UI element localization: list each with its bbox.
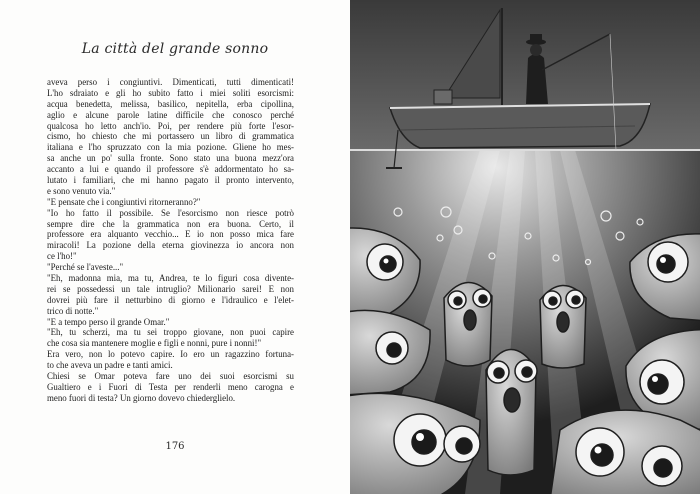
text-line: trico di notte.": [47, 305, 99, 316]
page-number: 176: [165, 441, 185, 452]
text-line: sempre dire che la grammatica non era buona. Certo, il: [47, 218, 294, 229]
text-line: dovrei più fare il netturbino di giorno e l'idraulico e l'elet-: [47, 294, 294, 305]
body-text: [47, 77, 294, 404]
illustration-page: [350, 0, 700, 494]
text-line: Era vero, non lo potevo capire. Io ero un ragazzino fortuna-: [47, 349, 294, 360]
running-head: La città del grande sonno: [81, 41, 269, 57]
text-line: Gualtiero e i Fuori di Testa per renderli meno carogna e: [47, 381, 294, 392]
text-line: "Io ho fatto il possibile. Se l'esorcismo non riesce potrò: [47, 207, 294, 218]
illustration-fish-and-boat: [350, 0, 700, 494]
text-line: "Eh, tu scherzi, ma tu sei troppo giovane, non puoi capire: [47, 327, 294, 338]
text-line: ce l'ho!": [47, 251, 77, 262]
text-line: cismo, ho chiesto che mi portassero un libro di grammatica: [47, 131, 294, 142]
text-line: meno fuori di testa? Un giorno dovevo chiederglielo.: [47, 392, 236, 403]
text-line: qualcosa ho letto anch'io. Poi, per rendere più forte l'esor-: [47, 120, 294, 131]
fish: [540, 285, 586, 368]
text-line: "Eh, madonna mia, ma tu, Andrea, te lo figuri cosa divente-: [47, 273, 294, 284]
fish: [550, 410, 700, 494]
fish: [444, 282, 492, 366]
text-line: "E pensate che i congiuntivi ritorneranno?": [47, 196, 201, 207]
text-line: sa anche un po' sulla fronte. Sono stato una buona mezz'ora: [47, 153, 294, 164]
text-line: Chiesi se Omar poteva fare uno dei suoi esorcismi su: [47, 371, 294, 382]
text-line: miracoli! La pozione della eterna giovinezza io ancora non: [47, 240, 294, 251]
text-line: L'ho sdraiato e gli ho subito fatto i miei soliti esorcismi:: [47, 87, 294, 98]
text-line: aveva perso i congiuntivi. Dimenticati, tutti dimenticati!: [47, 77, 294, 87]
text-line: "Perché se l'aveste...": [47, 262, 124, 273]
text-line: to che aveva un padre e tanti amici.: [47, 360, 173, 371]
crate: [434, 90, 452, 104]
text-line: accanto a lui e quando il professore s'è addormentato ho sa-: [47, 164, 294, 175]
text-line: rei se possedessi un tale intruglio? Milionario sarei! E non: [47, 283, 294, 294]
text-line: acqua benedetta, melissa, basilico, nepitella, erba cipollina,: [47, 98, 294, 109]
text-line: aglio e alcune parole latine difficile che conosco perché: [47, 109, 294, 120]
text-line: e sono venuto via.": [47, 185, 116, 196]
text-line: lutato i familiari, che mi hanno pagato il pronto intervento,: [47, 175, 294, 186]
text-line: che cosa sia mantenere moglie e figli e nonni, pure i nonni!": [47, 338, 262, 349]
text-line: professore era alquanto vecchio... E io non posso mica fare: [47, 229, 294, 240]
text-line: italiana e l'ho spruzzato con la mia pozione. Gliene ho mes-: [47, 142, 294, 153]
text-line: "E a tempo perso il grande Omar.": [47, 316, 170, 327]
fish: [486, 349, 537, 475]
